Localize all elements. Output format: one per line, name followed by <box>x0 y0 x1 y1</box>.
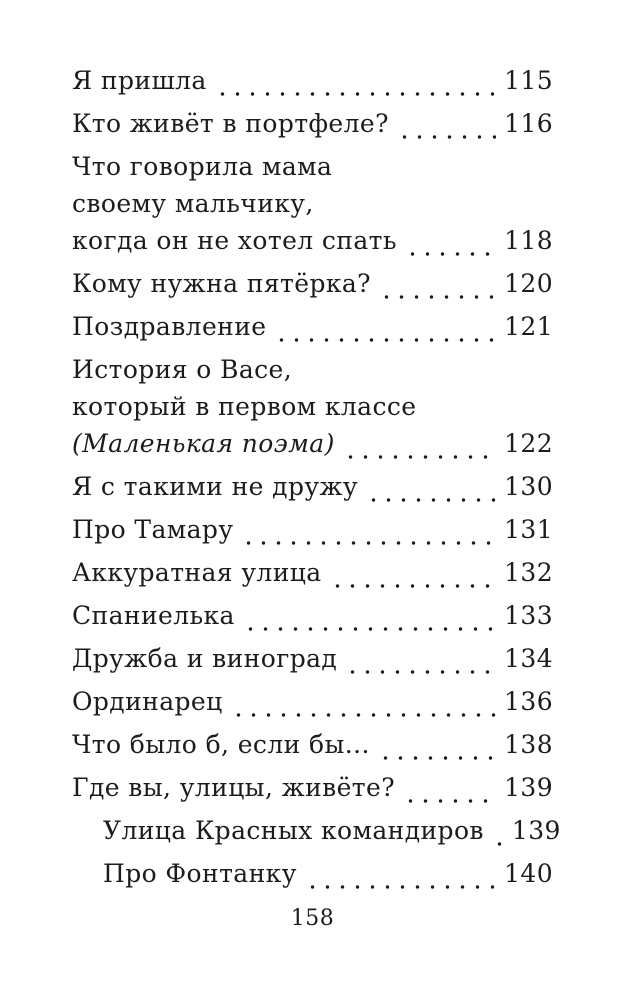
dot-leader <box>274 338 496 342</box>
dot-leader <box>397 135 496 139</box>
toc-title: Где вы, улицы, живёте? <box>72 773 396 802</box>
toc-row <box>72 185 553 222</box>
toc-entry <box>72 511 553 548</box>
toc-page-number: 133 <box>504 601 553 630</box>
dot-leader <box>378 756 496 760</box>
toc-page-number: 118 <box>504 226 553 255</box>
toc-row <box>72 222 553 259</box>
toc-entry <box>72 351 553 462</box>
toc-row <box>72 769 553 806</box>
toc-row <box>72 388 553 425</box>
toc-page-number: 131 <box>504 515 553 544</box>
toc-entry <box>72 597 553 634</box>
toc-page-number: 140 <box>504 859 553 888</box>
toc-row <box>72 425 553 462</box>
toc-page-number: 139 <box>511 816 561 845</box>
toc-row <box>72 308 553 345</box>
toc-page-number: 130 <box>504 472 553 501</box>
toc-row <box>72 351 553 388</box>
folio-page-number: 158 <box>290 906 335 931</box>
toc-row <box>72 726 553 763</box>
toc-page-number: 116 <box>504 109 553 138</box>
page-footer <box>72 906 553 931</box>
toc-row <box>72 597 553 634</box>
toc-row <box>72 511 553 548</box>
toc-entry <box>72 468 553 505</box>
toc-entry <box>72 105 553 142</box>
toc-entry <box>72 308 553 345</box>
toc-entry <box>72 640 553 677</box>
toc-entry <box>72 726 553 763</box>
toc-page-number: 132 <box>504 558 553 587</box>
toc-row <box>72 855 553 892</box>
dot-leader <box>215 92 496 96</box>
toc-entry <box>72 855 553 892</box>
dot-leader <box>343 455 496 459</box>
toc-row <box>72 554 553 591</box>
toc-row <box>72 105 553 142</box>
toc-entry <box>72 148 553 259</box>
toc-row <box>72 683 553 720</box>
toc-entry <box>72 812 561 849</box>
dot-leader <box>305 885 496 889</box>
toc-page-number: 115 <box>504 66 553 95</box>
toc-row <box>72 640 553 677</box>
toc-title: своему мальчику, <box>72 189 314 218</box>
toc-title: Ординарец <box>72 687 223 716</box>
toc-entry <box>72 554 553 591</box>
dot-leader <box>366 498 496 502</box>
toc-title: Спаниелька <box>72 601 235 630</box>
dot-leader <box>492 842 504 846</box>
dot-leader <box>405 252 496 256</box>
toc-title: Про Фонтанку <box>103 859 297 888</box>
toc-list <box>72 62 561 892</box>
dot-leader <box>231 713 496 717</box>
toc-page-number: 136 <box>504 687 553 716</box>
toc-entry <box>72 265 553 302</box>
toc-row <box>72 62 553 99</box>
dot-leader <box>379 295 496 299</box>
toc-title: Аккуратная улица <box>72 558 322 587</box>
toc-page-number: 139 <box>504 773 553 802</box>
toc-title: Поздравление <box>72 312 267 341</box>
toc-page-number: 134 <box>504 644 553 673</box>
dot-leader <box>241 541 496 545</box>
dot-leader <box>330 584 497 588</box>
toc-title: История о Васе, <box>72 355 293 384</box>
toc-row <box>72 265 553 302</box>
dot-leader <box>243 627 496 631</box>
toc-title: Что говорила мама <box>72 152 333 181</box>
toc-title: (Маленькая поэма) <box>72 429 335 458</box>
toc-title: Я с такими не дружу <box>72 472 358 501</box>
toc-row <box>72 812 561 849</box>
dot-leader <box>345 670 496 674</box>
toc-page-number: 138 <box>504 730 553 759</box>
toc-entry <box>72 62 553 99</box>
toc-page-number: 122 <box>504 429 553 458</box>
toc-row <box>72 468 553 505</box>
toc-title: когда он не хотел спать <box>72 226 397 255</box>
toc-entry <box>72 769 553 806</box>
toc-title: Кому нужна пятёрка? <box>72 269 371 298</box>
dot-leader <box>403 799 496 803</box>
toc-title: Кто живёт в портфеле? <box>72 109 389 138</box>
toc-page-number: 121 <box>504 312 553 341</box>
toc-title: Что было б, если бы... <box>72 730 370 759</box>
toc-title: Дружба и виноград <box>72 644 338 673</box>
toc-title: Я пришла <box>72 66 207 95</box>
toc-title: Улица Красных командиров <box>103 816 484 845</box>
toc-title: Про Тамару <box>72 515 234 544</box>
toc-page-number: 120 <box>504 269 553 298</box>
toc-entry <box>72 683 553 720</box>
toc-title: который в первом классе <box>72 392 417 421</box>
toc-row <box>72 148 553 185</box>
